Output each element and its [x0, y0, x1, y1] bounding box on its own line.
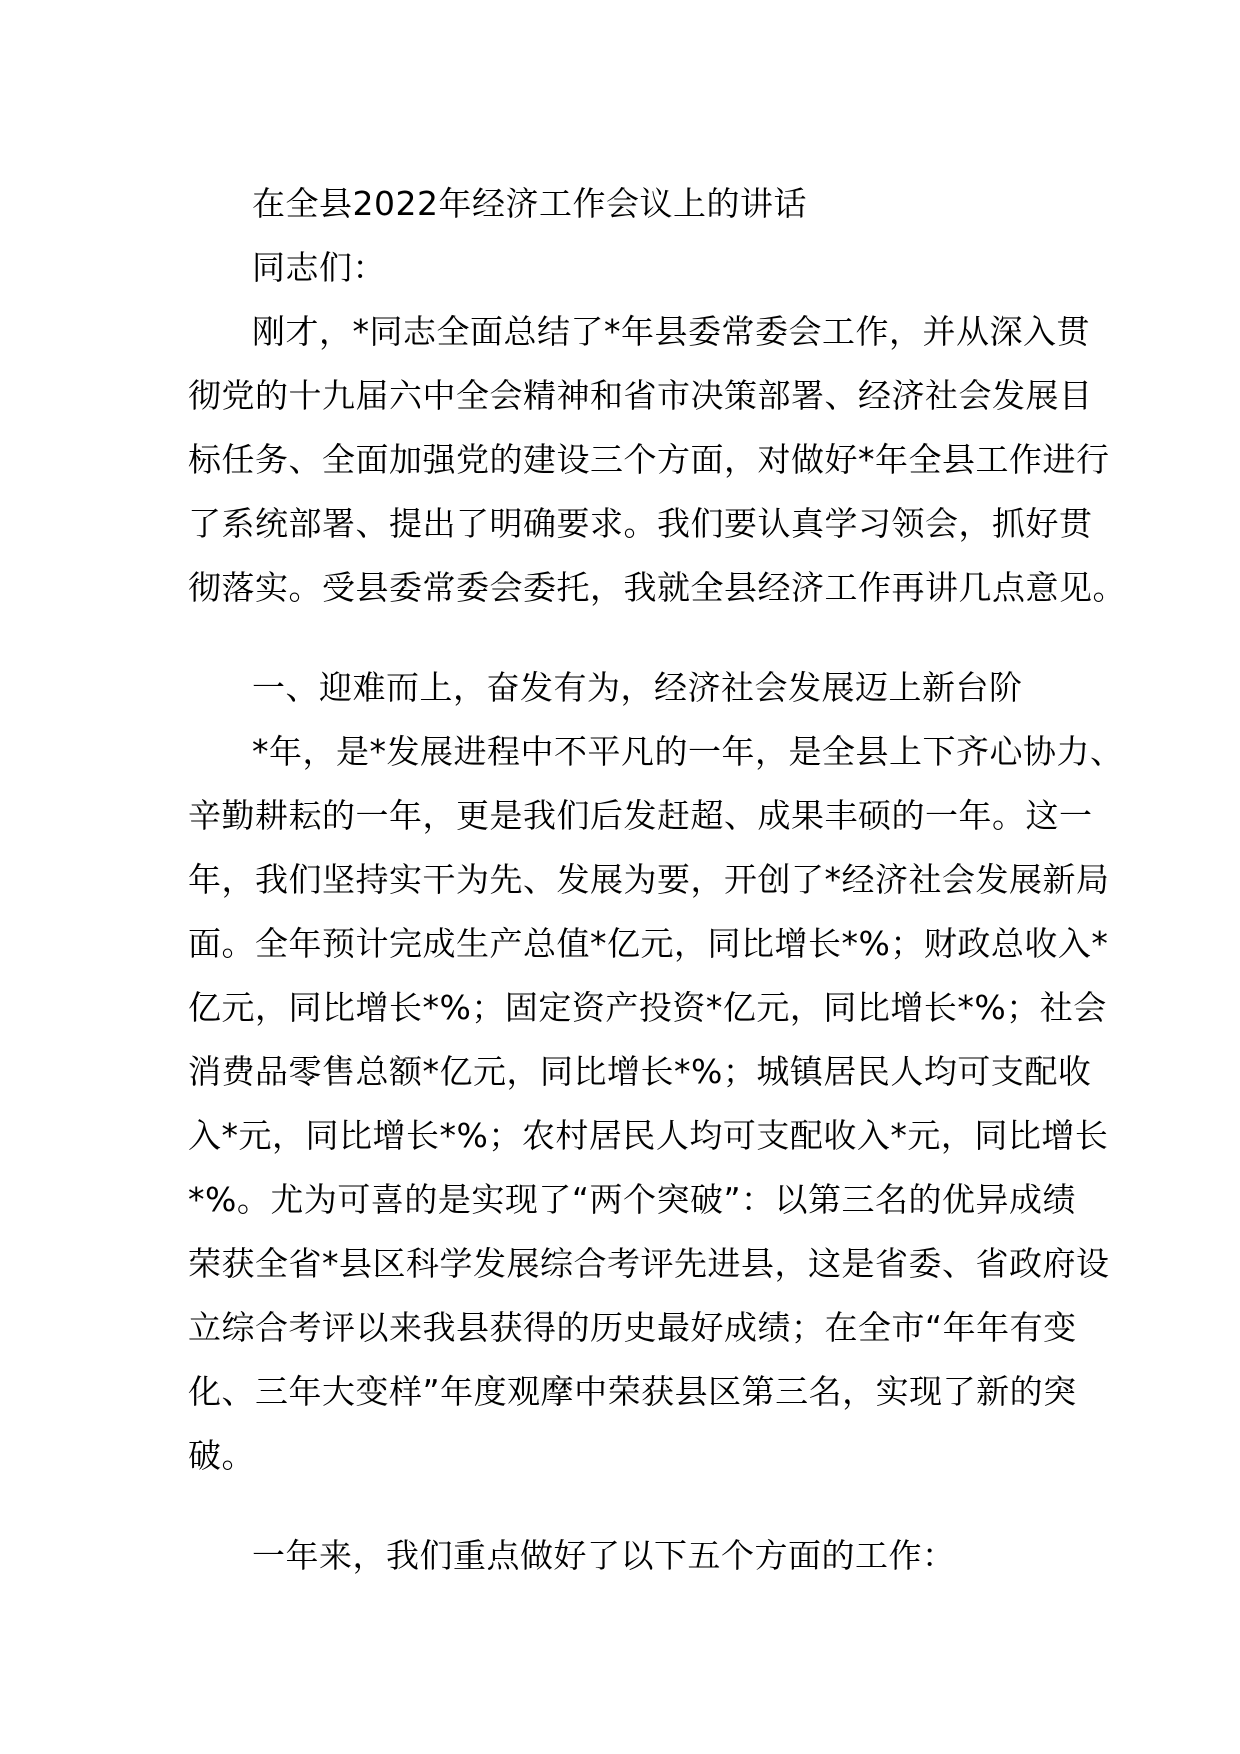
paragraph-spacer — [188, 1488, 1088, 1524]
paragraph-work-intro: 一年来，我们重点做好了以下五个方面的工作： — [252, 1536, 956, 1575]
paragraph-line: 亿元，同比增长*%；固定资产投资*亿元，同比增长*%；社会 — [188, 988, 1107, 1027]
paragraph-line: 化、三年大变样”年度观摩中荣获县区第三名，实现了新的突 — [188, 1372, 1077, 1411]
paragraph-line: 辛勤耕耘的一年，更是我们后发赶超、成果丰硕的一年。这一 — [188, 796, 1093, 835]
salutation: 同志们： — [252, 248, 386, 287]
paragraph-line: 彻党的十九届六中全会精神和省市决策部署、经济社会发展目 — [188, 376, 1093, 415]
paragraph-line: 了系统部署、提出了明确要求。我们要认真学习领会，抓好贯 — [188, 504, 1093, 543]
paragraph-line: *年，是*发展进程中不平凡的一年，是全县上下齐心协力、 — [252, 732, 1124, 771]
paragraph-line: 消费品零售总额*亿元，同比增长*%；城镇居民人均可支配收 — [188, 1052, 1092, 1091]
paragraph-line: 入*元，同比增长*%；农村居民人均可支配收入*元，同比增长 — [188, 1116, 1109, 1155]
paragraph-line: 面。全年预计完成生产总值*亿元，同比增长*%；财政总收入* — [188, 924, 1109, 963]
paragraph-line: 年，我们坚持实干为先、发展为要，开创了*经济社会发展新局 — [188, 860, 1110, 899]
paragraph-line: 彻落实。受县委常委会委托，我就全县经济工作再讲几点意见。 — [188, 568, 1126, 607]
paragraph-line: 刚才，*同志全面总结了*年县委常委会工作，并从深入贯 — [252, 312, 1090, 351]
paragraph-line: *%。尤为可喜的是实现了“两个突破”：以第三名的优异成绩 — [188, 1180, 1077, 1219]
paragraph-line: 破。 — [188, 1436, 255, 1475]
section-heading: 一、迎难而上，奋发有为，经济社会发展迈上新台阶 — [252, 668, 1023, 707]
paragraph-achievements — [188, 720, 1124, 1488]
paragraph-opening — [188, 300, 1126, 620]
document-body — [188, 172, 1126, 1588]
paragraph-spacer — [188, 620, 1088, 656]
paragraph-line: 荣获全省*县区科学发展综合考评先进县，这是省委、省政府设 — [188, 1244, 1110, 1283]
paragraph-line: 标任务、全面加强党的建设三个方面，对做好*年全县工作进行 — [188, 440, 1110, 479]
paragraph-line: 立综合考评以来我县获得的历史最好成绩；在全市“年年有变 — [188, 1308, 1077, 1347]
document-title: 在全县2022年经济工作会议上的讲话 — [252, 184, 807, 223]
